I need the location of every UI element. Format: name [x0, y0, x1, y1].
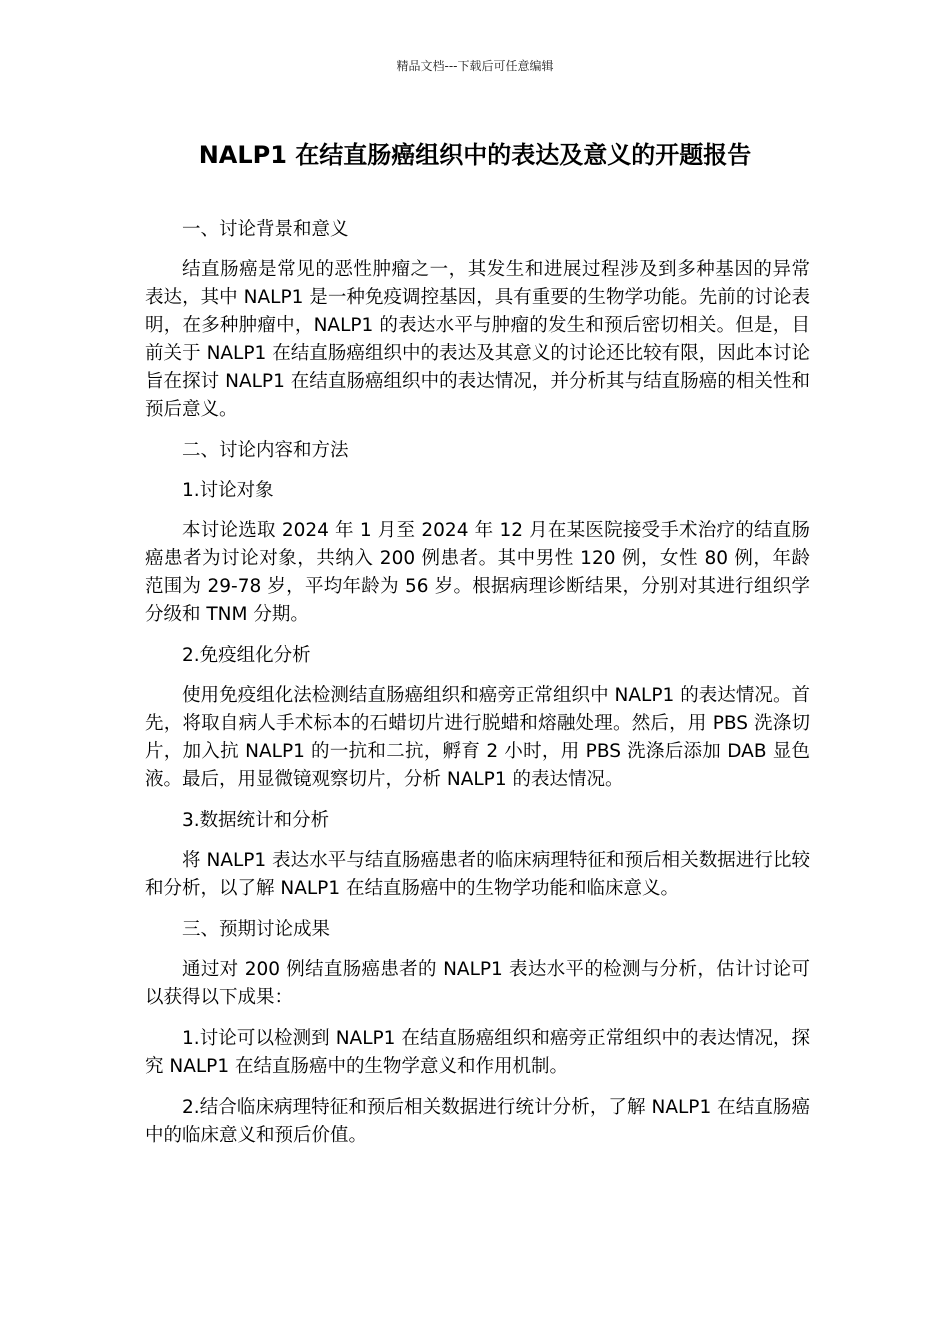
paragraph-expected-result-1: 1.讨论可以检测到 NALP1 在结直肠癌组织和癌旁正常组织中的表达情况，探究 NALP1 在结直肠癌中的生物学意义和作用机制。 — [145, 1028, 810, 1077]
subheading-immunohistochemistry: 2.免疫组化分析 — [182, 645, 311, 666]
paragraph-background: 结直肠癌是常见的恶性肿瘤之一，其发生和进展过程涉及到多种基因的异常表达，其中 NALP1 是一种免疫调控基因，具有重要的生物学功能。先前的讨论表明，在多种肿瘤中，NALP1 的表达水平与肿瘤的发生和预后密切相关。但是，目前关于 NALP1 在结直肠癌组织中的表达及其意义的讨论还比较有限，因此本讨论旨在探讨 NALP1 在结直肠癌组织中的表达情况，并分析其与结直肠癌的相关性和预后意义。 — [145, 259, 810, 420]
paragraph-immunohistochemistry: 使用免疫组化法检测结直肠癌组织和癌旁正常组织中 NALP1 的表达情况。首先，将取自病人手术标本的石蜡切片进行脱蜡和熔融处理。然后，用 PBS 洗涤切片，加入抗 NALP1 的一抗和二抗，孵育 2 小时，用 PBS 洗涤后添加 DAB 显色液。最后，用显微镜观察切片，分析 NALP1 的表达情况。 — [145, 685, 810, 790]
subheading-subjects: 1.讨论对象 — [182, 480, 274, 501]
section-heading-background: 一、讨论背景和意义 — [182, 219, 349, 240]
paragraph-subjects: 本讨论选取 2024 年 1 月至 2024 年 12 月在某医院接受手术治疗的结直肠癌患者为讨论对象，共纳入 200 例患者。其中男性 120 例，女性 80 例，年龄范围为 29-78 岁，平均年龄为 56 岁。根据病理诊断结果，分别对其进行组织学分级和 TNM 分期。 — [145, 520, 810, 625]
paragraph-expected-result-2: 2.结合临床病理特征和预后相关数据进行统计分析，了解 NALP1 在结直肠癌中的临床意义和预后价值。 — [145, 1097, 810, 1146]
page-header: 精品文档---下载后可任意编辑 — [396, 59, 554, 73]
document-title: NALP1 在结直肠癌组织中的表达及意义的开题报告 — [198, 141, 752, 169]
section-heading-expected-results: 三、预期讨论成果 — [182, 919, 331, 940]
paragraph-expected-intro: 通过对 200 例结直肠癌患者的 NALP1 表达水平的检测与分析，估计讨论可以获得以下成果： — [145, 959, 810, 1008]
section-heading-content-methods: 二、讨论内容和方法 — [182, 440, 349, 461]
paragraph-statistics: 将 NALP1 表达水平与结直肠癌患者的临床病理特征和预后相关数据进行比较和分析，以了解 NALP1 在结直肠癌中的生物学功能和临床意义。 — [145, 850, 810, 899]
document-body — [145, 216, 810, 1163]
subheading-statistics: 3.数据统计和分析 — [182, 810, 330, 831]
